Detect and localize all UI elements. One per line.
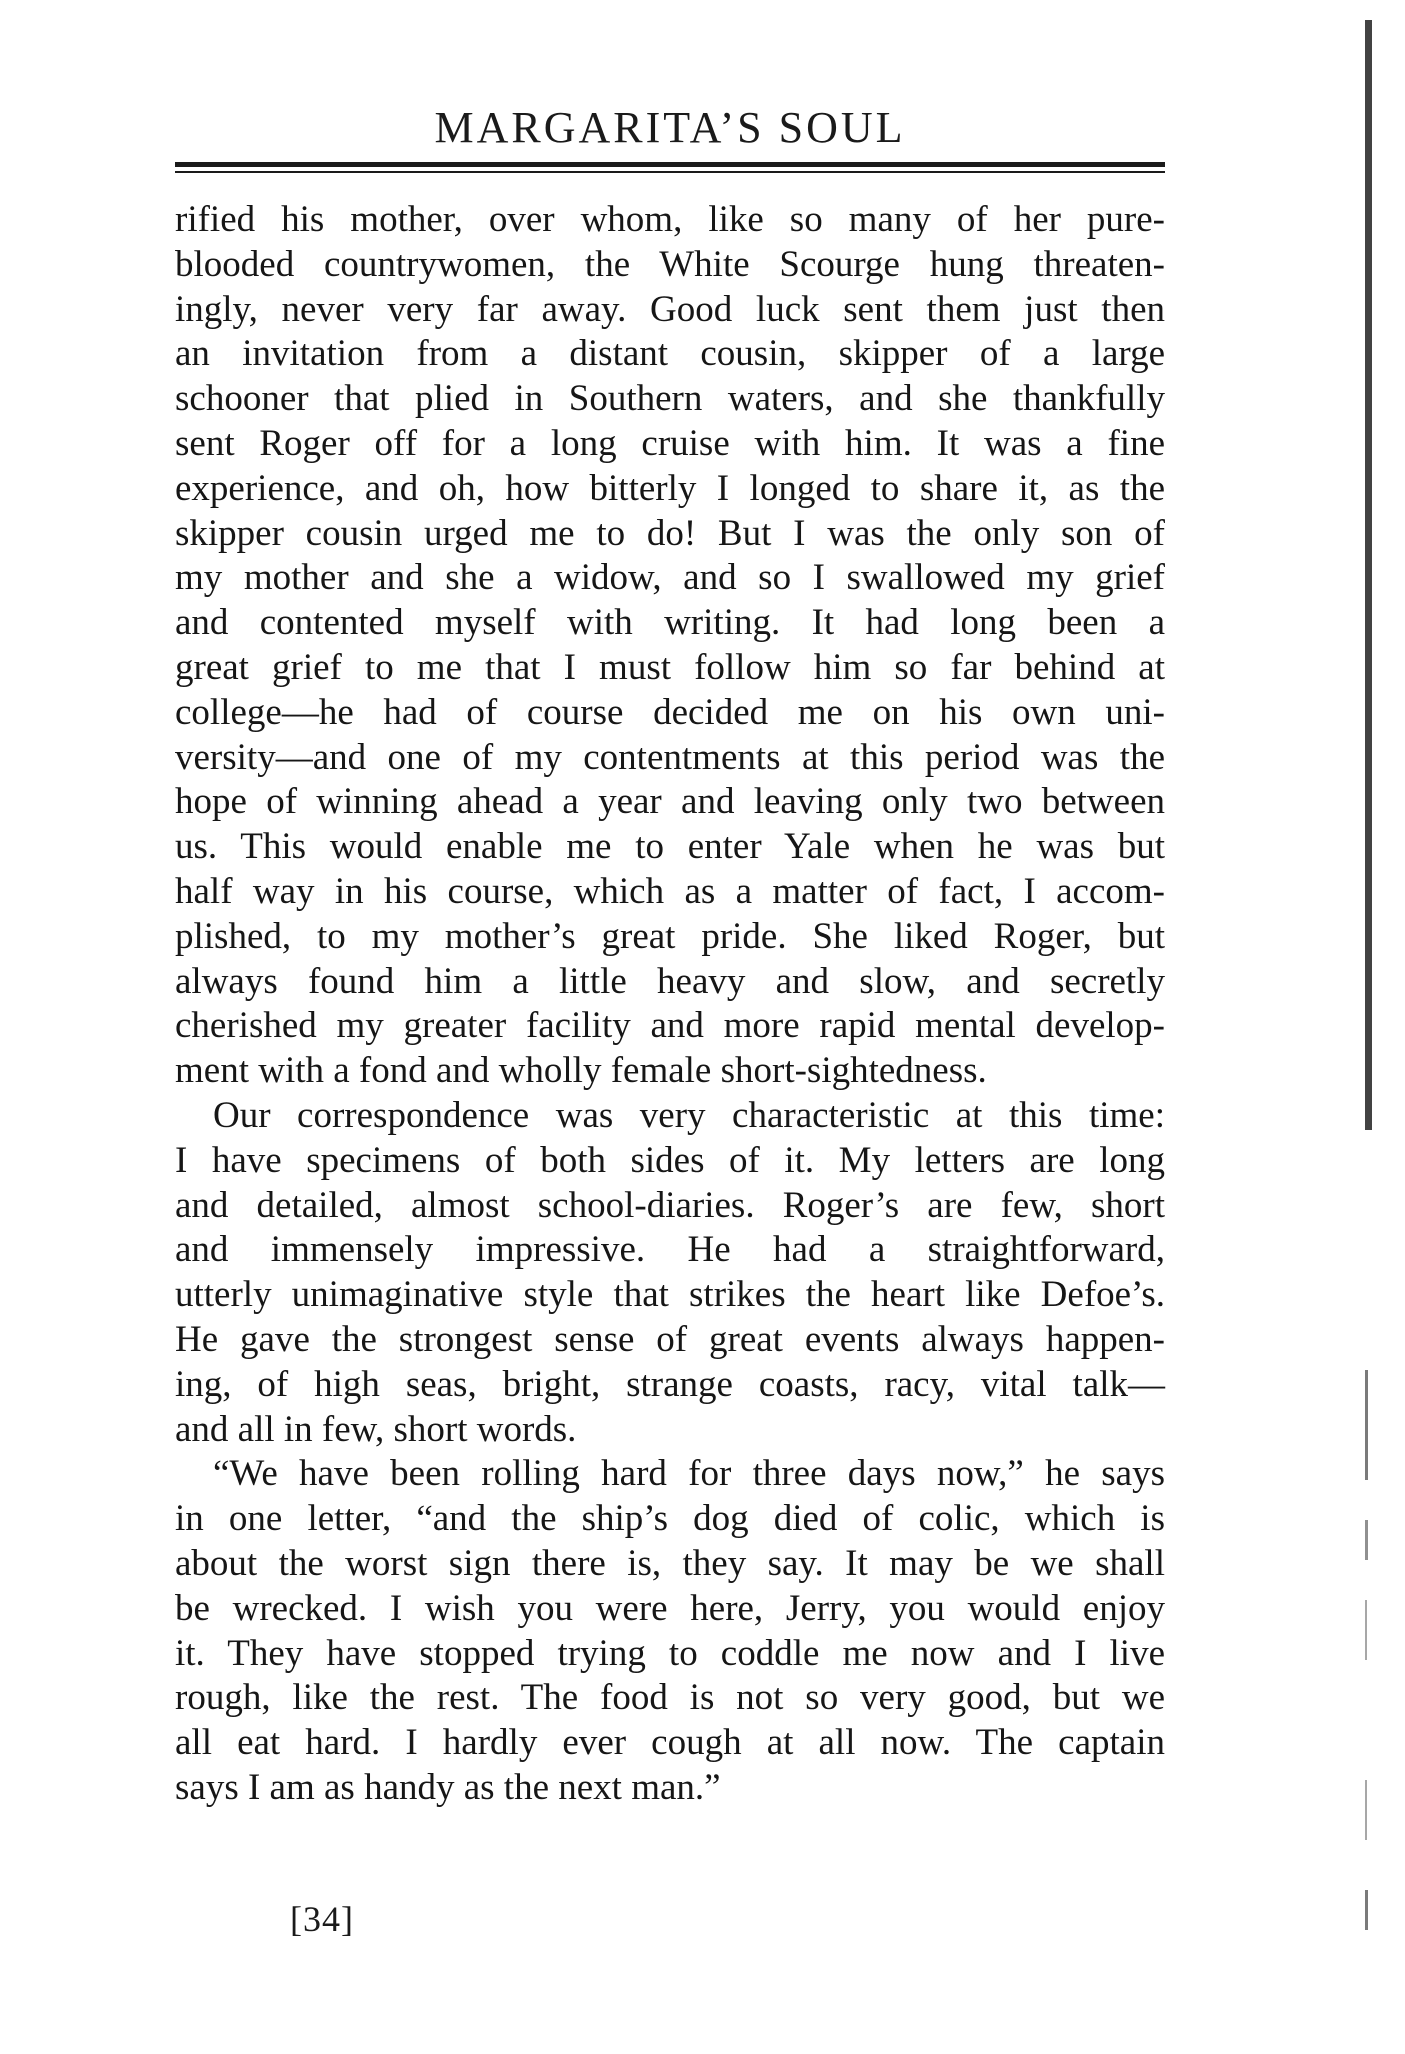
text-line: blooded countrywomen, the White Scourge hung threaten-	[175, 243, 1165, 285]
text-line: about the worst sign there is, they say. It may be we shall	[175, 1542, 1165, 1584]
text-line: I have specimens of both sides of it. My letters are long	[175, 1139, 1165, 1181]
text-line: He gave the strongest sense of great events always happen-	[175, 1318, 1165, 1360]
text-line: plished, to my mother’s great pride. She liked Roger, but	[175, 915, 1165, 957]
text-line: it. They have stopped trying to coddle me now and I live	[175, 1632, 1165, 1674]
body-text	[175, 198, 1165, 1811]
text-line: my mother and she a widow, and so I swallowed my grief	[175, 557, 1165, 599]
text-line: all eat hard. I hardly ever cough at all now. The captain	[175, 1722, 1165, 1764]
text-line: ing, of high seas, bright, strange coasts, racy, vital talk—	[175, 1363, 1165, 1405]
header-rule-thick	[175, 162, 1165, 167]
page-number: [34]	[290, 1899, 354, 1939]
paragraph-end-line: and all in few, short words.	[175, 1408, 577, 1450]
paragraph-start-line: Our correspondence was very characteristic at this time:	[213, 1094, 1165, 1136]
text-line: schooner that plied in Southern waters, and she thankfully	[175, 378, 1165, 420]
text-line: college—he had of course decided me on his own uni-	[175, 691, 1165, 733]
text-line: in one letter, “and the ship’s dog died of colic, which is	[175, 1498, 1165, 1540]
text-line: and contented myself with writing. It had long been a	[175, 602, 1165, 644]
header-rule-thin	[175, 171, 1165, 173]
paragraph-start-line: “We have been rolling hard for three days now,” he says	[213, 1453, 1165, 1495]
text-line: versity—and one of my contentments at this period was the	[175, 736, 1165, 778]
paragraph-end-line: ment with a fond and wholly female short-sightedness.	[175, 1050, 987, 1092]
text-line: rified his mother, over whom, like so many of her pure-	[175, 199, 1165, 240]
scan-edge-shadow	[1365, 20, 1377, 2030]
text-line: and detailed, almost school-diaries. Roger’s are few, short	[175, 1184, 1165, 1226]
text-line: always found him a little heavy and slow, and secretly	[175, 960, 1165, 1002]
text-line: sent Roger off for a long cruise with him. It was a fine	[175, 422, 1165, 464]
text-line: utterly unimaginative style that strikes the heart like Defoe’s.	[175, 1274, 1165, 1316]
text-line: be wrecked. I wish you were here, Jerry, you would enjoy	[175, 1587, 1165, 1629]
text-line: ingly, never very far away. Good luck sent them just then	[175, 288, 1165, 330]
text-line: us. This would enable me to enter Yale when he was but	[175, 826, 1165, 868]
text-line: experience, and oh, how bitterly I longed to share it, as the	[175, 467, 1165, 509]
running-head-title: MARGARITA’S SOUL	[434, 103, 906, 152]
text-line: great grief to me that I must follow him so far behind at	[175, 646, 1165, 688]
text-line: hope of winning ahead a year and leaving only two between	[175, 781, 1165, 823]
text-line: an invitation from a distant cousin, skipper of a large	[175, 333, 1165, 375]
paragraph-end-line: says I am as handy as the next man.”	[175, 1766, 721, 1808]
text-line: half way in his course, which as a matter of fact, I accom-	[175, 870, 1165, 912]
text-line: skipper cousin urged me to do! But I was the only son of	[175, 512, 1165, 554]
text-line: rough, like the rest. The food is not so very good, but we	[175, 1677, 1165, 1719]
text-line: cherished my greater facility and more rapid mental develop-	[175, 1005, 1165, 1047]
text-line: and immensely impressive. He had a straightforward,	[175, 1229, 1165, 1271]
